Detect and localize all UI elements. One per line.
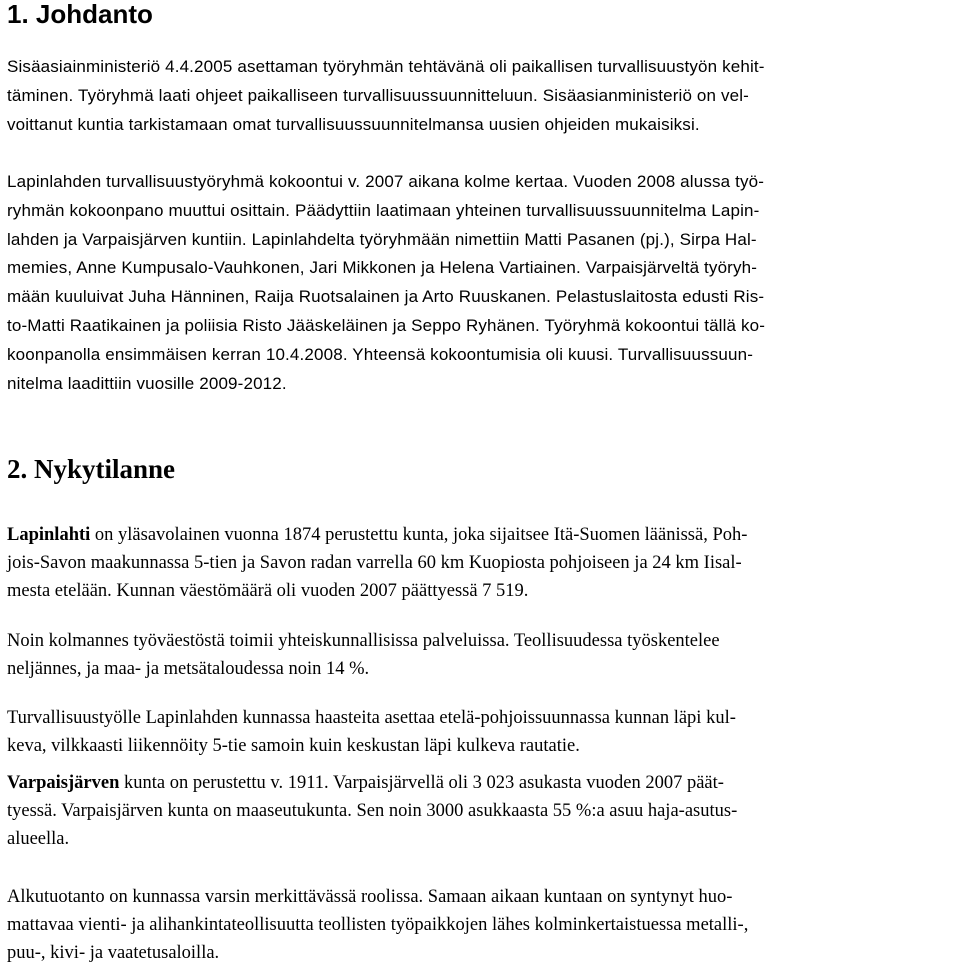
paragraph-traffic-safety: Turvallisuustyölle Lapinlahden kunnassa haasteita asettaa etelä-pohjoissuunnassa kunnan läpi kul- keva, vilkkaasti liikennöity 5-tie samoin kuin keskustan läpi kulkeva rautatie. bbox=[7, 708, 736, 756]
paragraph-working-group: Lapinlahden turvallisuustyöryhmä kokoontui v. 2007 aikana kolme kertaa. Vuoden 2008 alussa työ- ryhmän kokoonpano muuttui osittain. Päädyttiin laatimaan yhteinen turvallisuussuunnitelma Lapin- lahden ja Varpaisjärven kuntiin. Lapinlahdelta työryhmään nimettiin Matti Pasanen (pj.), Sirpa Hal- memies, Anne Kumpusalo-Vauhkonen, Jari Mikkonen ja Helena Vartiainen. Varpaisjärveltä työryh- mään kuuluivat Juha Hänninen, Raija Ruotsalainen ja Arto Ruuskanen. Pelastuslaitosta edusti Ris- to-Matti Raatikainen ja poliisia Risto Jääskeläinen ja Seppo Ryhänen. Työryhmä kokoontui tällä ko- koonpanolla ensimmäisen kerran 10.4.2008. Yhteensä kokoontumisia oli kuusi. Turvallisuussuun- nitelma laadittiin vuosille 2009-2012. bbox=[7, 172, 766, 393]
paragraph-primary-production: Alkutuotanto on kunnassa varsin merkittävässä roolissa. Samaan aikaan kuntaan on syntynyt huo- mattavaa vienti- ja alihankintateollisuutta teollisten työpaikkojen lähes kolminkertaistuessa metalli-, puu-, kivi- ja vaatetusaloilla. bbox=[7, 887, 749, 963]
paragraph-intro: Sisäasiainministeriö 4.4.2005 asettaman työryhmän tehtävänä oli paikallisen turvallisuustyön kehit- täminen. Työryhmä laati ohjeet paikalliseen turvallisuussuunnitteluun. Sisäasianministeriö on vel- voittanut kuntia tarkistamaan omat turvallisuussuunnitelmansa uusien ohjeiden mukaisiksi. bbox=[7, 57, 765, 134]
paragraph-lapinlahti-text: on yläsavolainen vuonna 1874 perustettu kunta, joka sijaitsee Itä-Suomen läänissä, Poh- jois-Savon maakunnassa 5-tien ja Savon radan varrella 60 km Kuopiosta pohjoiseen ja 24 km Iisal- mesta etelään. Kunnan väestömäärä oli vuoden 2007 päättyessä 7 519. bbox=[7, 525, 748, 601]
paragraph-workforce: Noin kolmannes työväestöstä toimii yhteiskunnallisissa palveluissa. Teollisuudessa työskentelee neljännes, ja maa- ja metsätaloudessa noin 14 %. bbox=[7, 631, 720, 679]
paragraph-varpaisjarvi bbox=[7, 770, 953, 853]
section-heading-johdanto: 1. Johdanto bbox=[7, 0, 153, 29]
section-heading-nykytilanne: 2. Nykytilanne bbox=[7, 454, 176, 484]
paragraph-lapinlahti bbox=[7, 522, 953, 605]
paragraph-varpaisjarvi-text: kunta on perustettu v. 1911. Varpaisjärvellä oli 3 023 asukasta vuoden 2007 päät- tyessä. Varpaisjärven kunta on maaseutukunta. Sen noin 3000 asukkaasta 55 %:a asuu haja-asutus- alueella. bbox=[7, 773, 738, 849]
bold-term-lapinlahti: Lapinlahti bbox=[7, 525, 91, 545]
bold-term-varpaisjarvi: Varpaisjärven bbox=[7, 773, 120, 793]
